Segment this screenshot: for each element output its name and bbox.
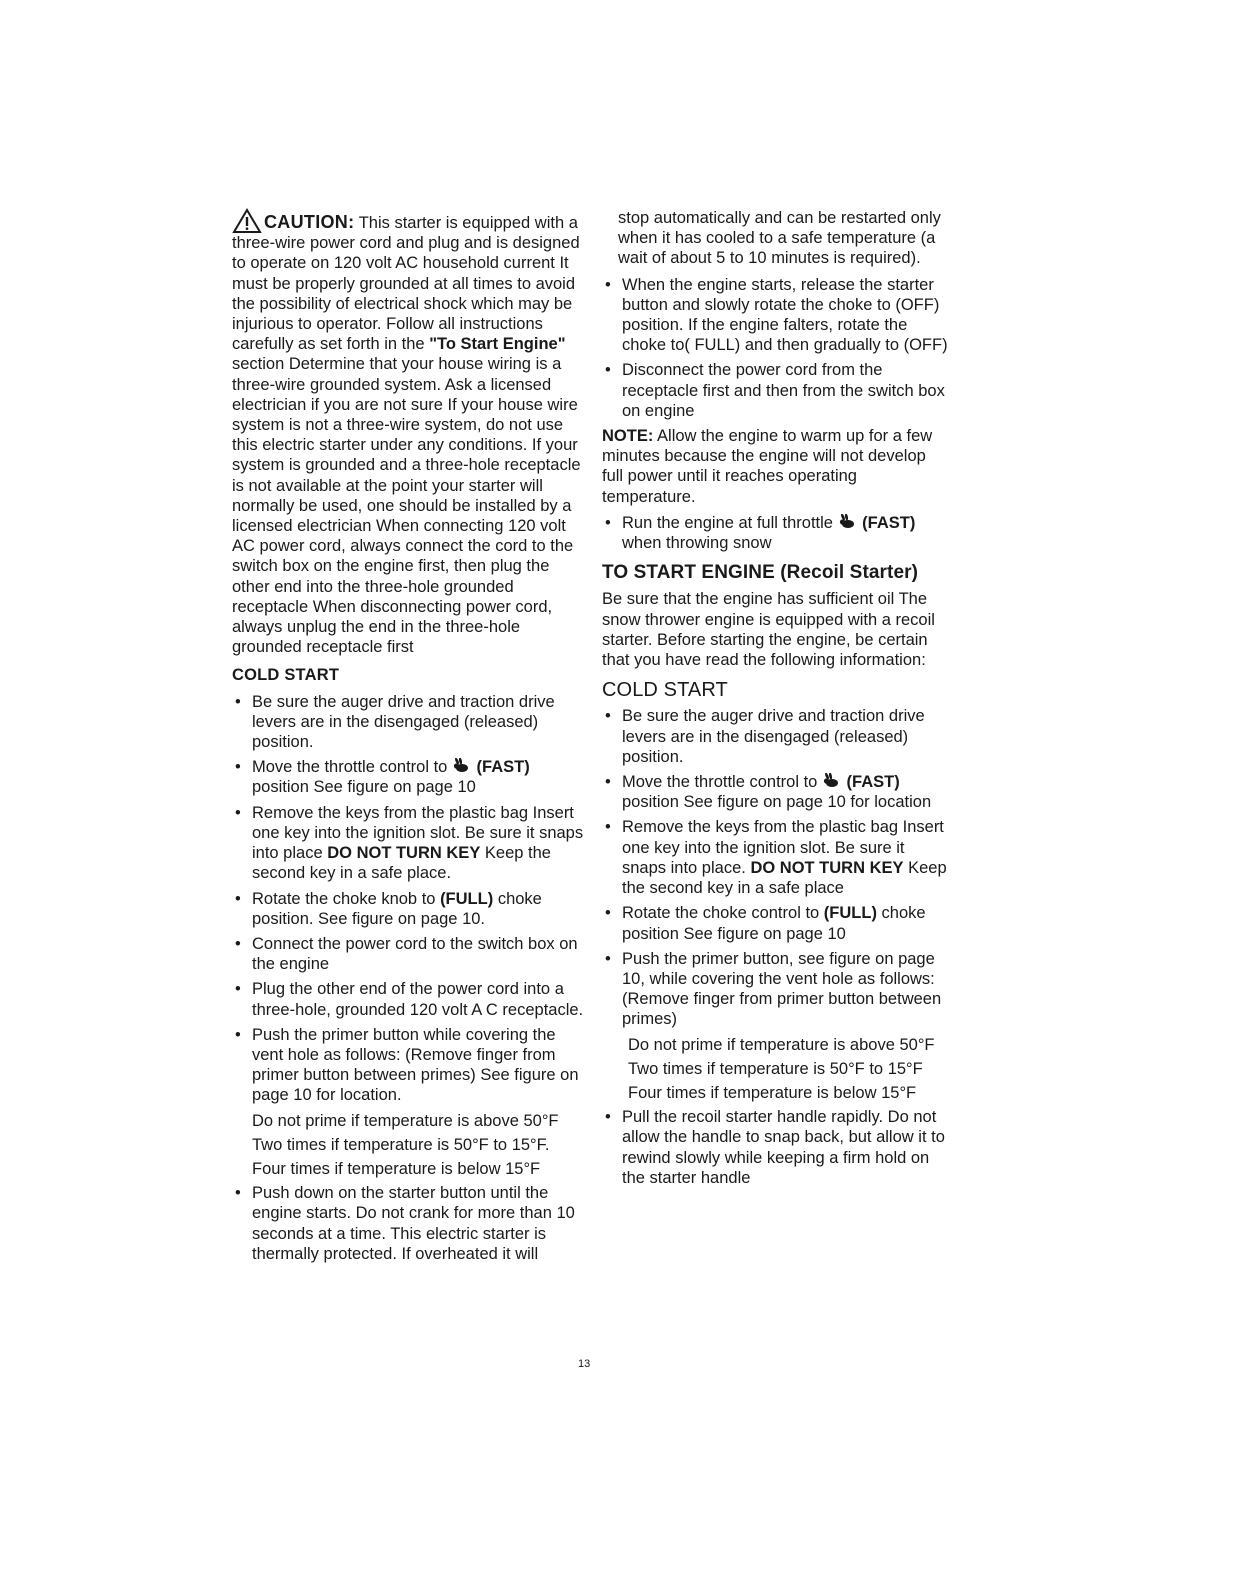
item-text: Move the throttle control to	[622, 773, 818, 792]
start-steps-list	[602, 275, 950, 421]
list-item: • Push the primer button, see figure on page 10, while covering the vent hole as follows: (Remove finger from primer button between primes)	[602, 949, 950, 1030]
full-label: (FULL)	[440, 889, 494, 908]
list-item	[232, 889, 584, 929]
item-text: Rotate the choke control to	[622, 904, 820, 923]
caution-paragraph	[232, 208, 584, 657]
item-text: Remove the keys from the plastic bag Insert one key into the ignition slot. Be sure it snaps into place.	[622, 818, 944, 877]
cold-start-heading: COLD START	[232, 666, 340, 685]
run-list	[602, 513, 950, 553]
note-text: Allow the engine to warm up for a few minutes because the engine will not develop full power until it reaches operating temperature.	[602, 427, 933, 506]
item-text: Run the engine at full throttle	[622, 513, 833, 532]
full-label: (FULL)	[823, 904, 877, 923]
rabbit-fast-icon	[452, 758, 472, 774]
list-item: • Be sure the auger drive and traction drive levers are in the disengaged (released) position.	[602, 706, 950, 767]
list-item	[602, 817, 950, 898]
caution-text: This starter is equipped with a three-wire power cord and plug and is designed to operate on 120 volt AC household current It must be properly grounded at all times to avoid the possibility of electrical shock which may be injurious to operator. Follow all instructions carefully as set forth in the	[232, 214, 580, 354]
list-item	[602, 513, 950, 553]
page-number: 13	[578, 1358, 591, 1370]
list-item: • Push the primer button while covering the vent hole as follows: (Remove finger from primer button between primes) See figure on page 10 for location.	[232, 1025, 584, 1106]
warning-triangle-icon	[232, 208, 262, 232]
recoil-cold-start-list	[602, 706, 950, 1029]
caution-text-continued: section Determine that your house wiring is a three-wire grounded system. Ask a licensed electrician if you are not sure If your house wire system is not a three-wire system, do not use this electric starter under any conditions. If your system is grounded and a three-hole receptacle is not available at the point your starter will normally be used, one should be installed by a licensed electrician When connecting 120 volt AC power cord, always connect the cord to the switch box on the engine first, then plug the other end into the three-hole grounded receptacle When disconnecting power cord, always unplug the end in the three-hole grounded receptacle first	[232, 355, 581, 657]
item-text: Move the throttle control to	[252, 758, 448, 777]
caution-section-ref: "To Start Engine"	[429, 335, 566, 354]
list-item: • Push down on the starter button until the engine starts. Do not crank for more than 10 seconds at a time. This electric starter is thermally protected. If overheated it will	[232, 1183, 584, 1264]
list-item: • Be sure the auger drive and traction drive levers are in the disengaged (released) position.	[232, 692, 584, 753]
prime-line: Do not prime if temperature is above 50°F	[252, 1111, 559, 1130]
prime-instructions	[602, 1035, 950, 1104]
list-item: • Plug the other end of the power cord into a three-hole, grounded 120 volt A C receptacle.	[232, 979, 584, 1019]
fast-label: (FAST)	[862, 513, 916, 532]
prime-line: Two times if temperature is 50°F to 15°F.	[252, 1135, 550, 1154]
recoil-starter-heading: TO START ENGINE (Recoil Starter)	[602, 562, 919, 584]
item-text: Keep the second key in a safe place.	[252, 844, 551, 883]
left-column	[232, 208, 584, 1269]
caution-label: CAUTION:	[264, 212, 355, 232]
fast-label: (FAST)	[846, 773, 900, 792]
list-item: • When the engine starts, release the starter button and slowly rotate the choke to (OFF) position. If the engine falters, rotate the choke to( FULL) and then gradually to (OFF)	[602, 275, 950, 356]
fast-label: (FAST)	[476, 758, 530, 777]
item-text: Remove the keys from the plastic bag Insert one key into the ignition slot. Be sure it snaps into place	[252, 803, 584, 863]
recoil-cold-start-list-continued	[602, 1107, 950, 1188]
rabbit-fast-icon	[838, 514, 858, 530]
list-item: • Pull the recoil starter handle rapidly. Do not allow the handle to snap back, but allow it to rewind slowly while keeping a firm hold on the starter handle	[602, 1107, 950, 1188]
list-item: • Disconnect the power cord from the receptacle first and then from the switch box on engine	[602, 360, 950, 421]
warning-text: DO NOT TURN KEY	[750, 858, 904, 877]
cold-start-list	[232, 692, 584, 1106]
continued-text: stop automatically and can be restarted only when it has cooled to a safe temperature (a wait of about 5 to 10 minutes is required).	[618, 209, 941, 268]
prime-line: Four times if temperature is below 15°F	[628, 1083, 917, 1102]
item-text: choke position. See figure on page 10.	[252, 889, 542, 928]
recoil-intro: Be sure that the engine has sufficient oil The snow thrower engine is equipped with a recoil starter. Before starting the engine, be certain that you have read the following information:	[602, 590, 935, 670]
cold-start-heading: COLD START	[602, 679, 728, 702]
item-text: position See figure on page 10 for location	[622, 793, 932, 812]
item-text: Keep the second key in a safe place	[622, 858, 947, 898]
item-text: position See figure on page 10	[252, 778, 476, 797]
item-text: when throwing snow	[622, 534, 772, 553]
list-item: • Connect the power cord to the switch box on the engine	[232, 934, 584, 974]
prime-line: Four times if temperature is below 15°F	[252, 1159, 541, 1178]
list-item	[232, 803, 584, 884]
warning-text: DO NOT TURN KEY	[327, 844, 481, 863]
note-paragraph	[602, 426, 950, 507]
prime-line: Two times if temperature is 50°F to 15°F	[628, 1059, 923, 1078]
rabbit-fast-icon	[822, 773, 842, 789]
right-column	[602, 208, 950, 1193]
list-item	[602, 772, 950, 812]
item-text: Rotate the choke knob to	[252, 889, 436, 908]
prime-instructions	[232, 1111, 584, 1180]
list-item	[602, 903, 950, 943]
list-item	[232, 757, 584, 797]
cold-start-list-continued	[232, 1183, 584, 1264]
prime-line: Do not prime if temperature is above 50°F	[628, 1035, 935, 1054]
item-text: choke position See figure on page 10	[622, 904, 926, 943]
note-label: NOTE:	[602, 427, 654, 446]
